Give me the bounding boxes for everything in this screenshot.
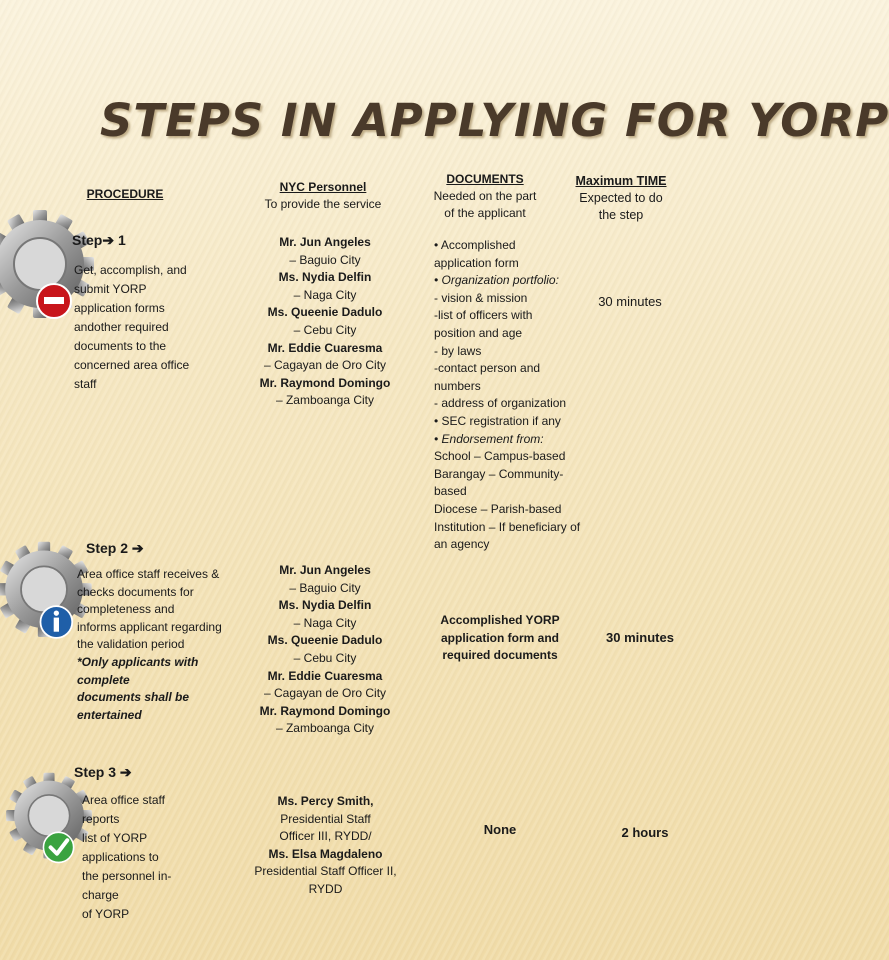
personnel-name: Ms. Queenie Dadulo (267, 305, 383, 320)
doc-line: based (434, 484, 467, 499)
step2-note-line: documents shall be (77, 690, 190, 705)
step3-documents: None (483, 822, 517, 837)
doc-line: -contact person and (434, 361, 541, 376)
step2-procedure (77, 566, 237, 724)
step3-procedure-line: reports (82, 812, 120, 826)
step1-label: Step➔ 1 (72, 232, 126, 248)
personnel-name: Ms. Nydia Delfin (278, 598, 372, 613)
step3-procedure-line: charge (82, 888, 119, 902)
doc-line: numbers (434, 378, 481, 393)
step3-procedure (82, 791, 202, 924)
personnel-city: – Naga City (293, 287, 357, 302)
personnel-city: – Cagayan de Oro City (263, 358, 387, 373)
doc-line: • Accomplished (434, 238, 516, 252)
step1-personnel (250, 234, 400, 410)
step3-procedure-line: applications to (82, 850, 159, 864)
personnel-city: – Zamboanga City (275, 721, 375, 736)
doc-line: -list of officers with (434, 308, 533, 323)
personnel-line: Presidential Staff Officer II, (254, 864, 397, 879)
time-header-sub1: Expected to do (579, 191, 663, 205)
personnel-line: Ms. Percy Smith, (277, 794, 374, 808)
doc-line: • SEC registration if any (434, 413, 561, 428)
personnel-name: Mr. Eddie Cuaresma (267, 340, 383, 355)
step2-procedure-line: checks documents for (77, 584, 194, 599)
personnel-name: Mr. Eddie Cuaresma (267, 668, 383, 683)
doc-line: • Endorsement from: (434, 431, 544, 446)
personnel-name: Mr. Jun Angeles (279, 563, 371, 577)
step3-procedure-line: the personnel in- (82, 869, 172, 883)
step3-procedure-line: list of YORP (82, 831, 148, 845)
personnel-line: Presidential Staff (280, 811, 371, 826)
documents-header-sub1: Needed on the part (433, 189, 537, 203)
personnel-name: Ms. Queenie Dadulo (267, 633, 383, 648)
documents-header (420, 171, 550, 222)
step1-procedure-line: submit YORP (74, 282, 147, 296)
personnel-name: Mr. Raymond Domingo (259, 703, 391, 718)
personnel-city: – Naga City (293, 615, 357, 630)
documents-header-title: DOCUMENTS (446, 172, 524, 186)
gear-info-icon (14, 536, 74, 648)
personnel-line: Ms. Elsa Magdaleno (268, 846, 383, 861)
doc-line: position and age (434, 325, 523, 340)
personnel-name: Ms. Nydia Delfin (278, 270, 372, 285)
step2-procedure-line: completeness and (77, 602, 175, 617)
step1-procedure (74, 261, 214, 394)
time-header (562, 173, 680, 224)
personnel-line: RYDD (308, 881, 343, 896)
doc-line: • Organization portfolio: (434, 273, 559, 288)
step2-note-line: entertained (77, 707, 142, 722)
step3-procedure-line: Area office staff (82, 793, 165, 807)
step1-documents (434, 237, 594, 554)
personnel-name: Mr. Raymond Domingo (259, 375, 391, 390)
page-title: STEPS IN APPLYING FOR YORP (100, 94, 889, 147)
step2-time: 30 minutes (606, 630, 674, 645)
personnel-city: – Cagayan de Oro City (263, 686, 387, 701)
personnel-name: Mr. Jun Angeles (279, 235, 371, 249)
step2-personnel (250, 562, 400, 738)
personnel-header (248, 179, 398, 213)
step2-note-line: *Only applicants with (77, 654, 199, 669)
step3-procedure-line: of YORP (82, 907, 130, 921)
documents-header-sub2: of the applicant (444, 206, 526, 220)
personnel-line: Officer III, RYDD/ (279, 829, 372, 844)
step1-procedure-line: andother required (74, 320, 169, 334)
step3-time: 2 hours (621, 825, 669, 840)
step2-procedure-line: Area office staff receives & (77, 567, 220, 581)
doc-line: - by laws (434, 343, 482, 358)
doc-line: School – Campus-based (434, 449, 566, 464)
gear-stop-icon (6, 206, 74, 328)
step3-personnel (248, 793, 403, 899)
gear-check-icon (22, 758, 76, 878)
step1-procedure-line: application forms (74, 301, 165, 315)
step2-procedure-line: informs applicant regarding (77, 619, 222, 634)
step1-procedure-line: concerned area office (74, 358, 190, 372)
personnel-header-sub: To provide the service (264, 197, 382, 211)
doc-line: application form (434, 255, 519, 270)
step2-label: Step 2 ➔ (86, 540, 144, 556)
doc-line: Accomplished YORP (440, 613, 560, 627)
doc-line: - vision & mission (434, 290, 528, 305)
doc-line: an agency (434, 537, 490, 552)
step2-documents (430, 612, 570, 665)
doc-line: - address of organization (434, 396, 567, 411)
personnel-city: – Baguio City (289, 580, 361, 595)
doc-line: application form and (440, 630, 559, 645)
personnel-city: – Zamboanga City (275, 393, 375, 408)
time-header-title: Maximum TIME (575, 174, 667, 188)
procedure-header-label: PROCEDURE (86, 187, 164, 201)
personnel-city: – Cebu City (293, 322, 357, 337)
personnel-city: – Baguio City (289, 252, 361, 267)
procedure-header (70, 186, 180, 203)
step2-note-line: complete (77, 672, 130, 687)
step3-label: Step 3 ➔ (74, 764, 132, 780)
step2-procedure-line: the validation period (77, 637, 185, 652)
doc-line: Barangay – Community- (434, 466, 564, 481)
personnel-header-title: NYC Personnel (279, 180, 367, 194)
personnel-city: – Cebu City (293, 650, 357, 665)
step1-procedure-line: documents to the (74, 339, 167, 353)
doc-line: Institution – If beneficiary of (434, 519, 581, 534)
doc-line: required documents (442, 648, 558, 663)
doc-line: Diocese – Parish-based (434, 501, 562, 516)
step1-procedure-line: Get, accomplish, and (74, 263, 187, 277)
step1-time: 30 minutes (598, 294, 662, 309)
step1-procedure-line: staff (74, 377, 97, 391)
time-header-sub2: the step (598, 208, 644, 222)
